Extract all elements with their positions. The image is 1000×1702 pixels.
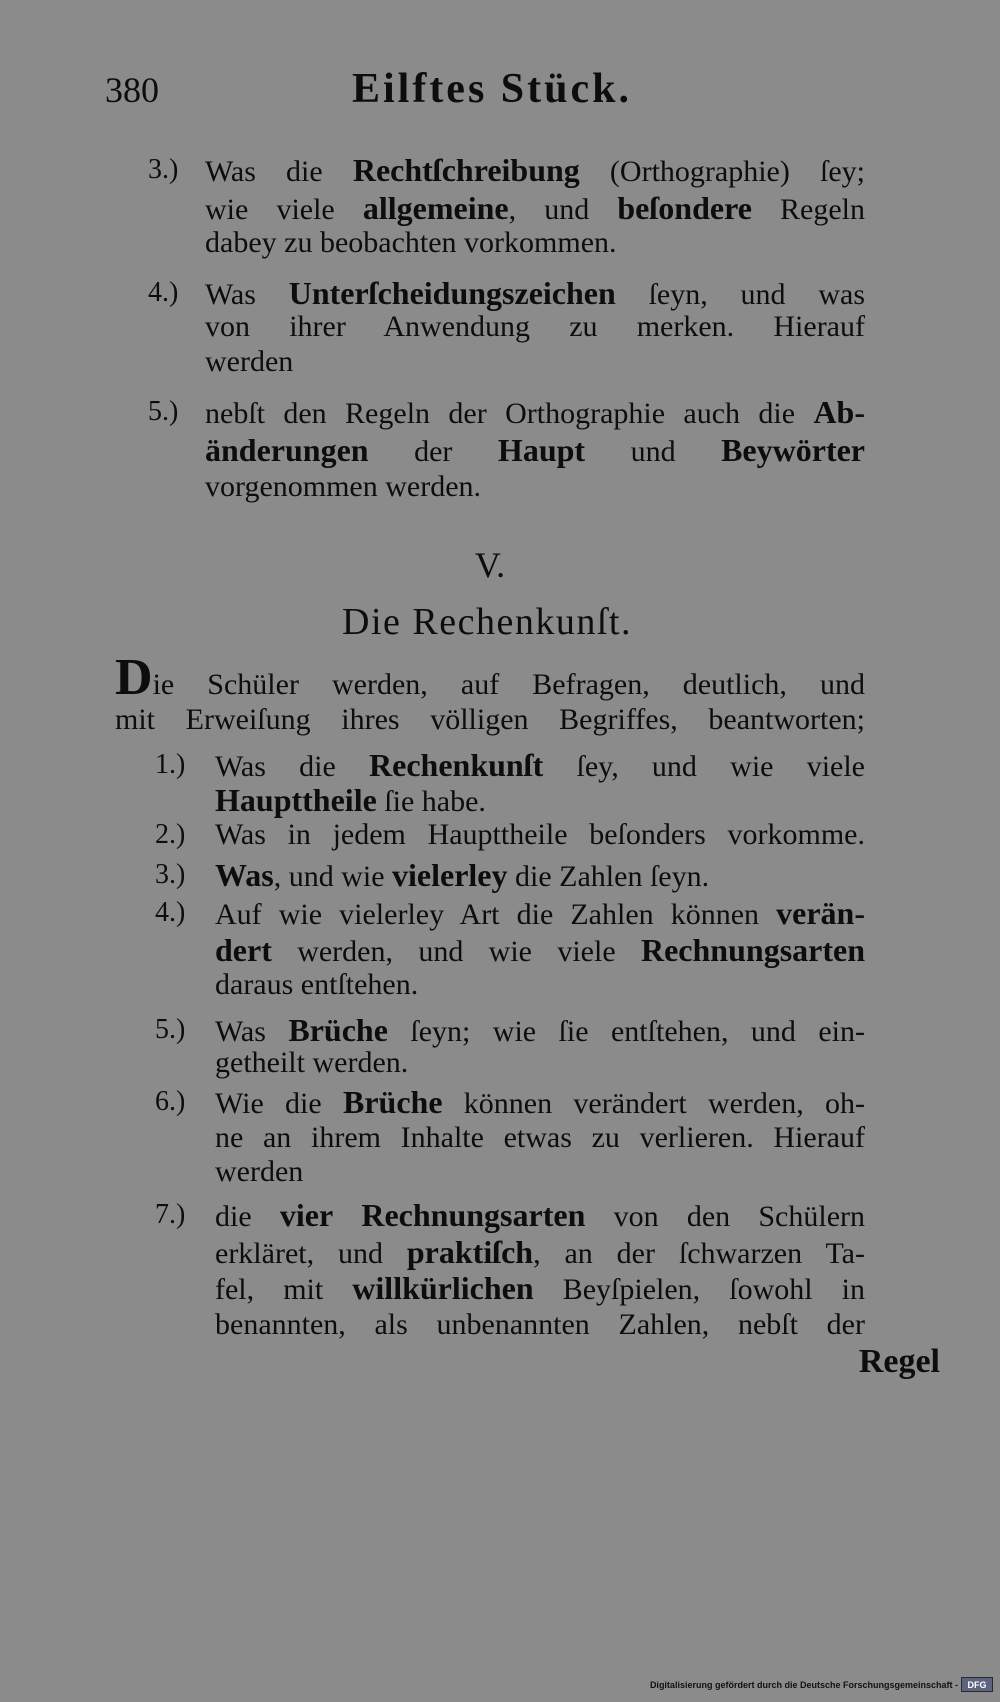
text-segment: benannten, als unbenannten Zahlen, nebſt der bbox=[215, 1308, 865, 1341]
running-title: Eilftes Stück. bbox=[351, 66, 632, 112]
text-line bbox=[148, 392, 865, 432]
text-segment: Beyſpielen, ſowohl in bbox=[533, 1273, 865, 1306]
text-line bbox=[215, 1268, 865, 1308]
text-segment: Auf wie vielerley Art die Zahlen können bbox=[215, 898, 777, 931]
text-line bbox=[215, 965, 865, 1005]
text-segment: der bbox=[368, 435, 498, 468]
text-segment: ie Schüler werden, auf Befragen, deutlich, und bbox=[152, 668, 865, 701]
text-line bbox=[215, 1232, 865, 1272]
emphasized-word: praktiſch bbox=[406, 1234, 534, 1270]
text-segment: fel, mit bbox=[215, 1273, 353, 1306]
item-number: 2.) bbox=[155, 819, 186, 850]
text-segment: ſeyn, und was bbox=[615, 278, 865, 311]
emphasized-word: Unterſcheidungszeichen bbox=[288, 275, 616, 311]
initial-letter: D bbox=[115, 649, 153, 706]
text-segment: werden bbox=[215, 1155, 304, 1188]
item-number: 1.) bbox=[155, 749, 186, 780]
emphasized-word: Rechnungsarten bbox=[361, 1197, 586, 1233]
emphasized-word: Rechenkunſt bbox=[369, 747, 544, 783]
item-number: 5.) bbox=[155, 1014, 186, 1045]
text-line bbox=[205, 430, 865, 470]
text-line bbox=[155, 815, 865, 855]
emphasized-word: Haupttheile bbox=[215, 782, 377, 818]
text-line bbox=[115, 649, 865, 706]
text-segment: die Zahlen ſeyn. bbox=[507, 860, 710, 893]
section-title: Die Rechenkunſt. bbox=[342, 601, 632, 643]
item-number: 3.) bbox=[155, 859, 186, 890]
text-line bbox=[155, 1195, 865, 1235]
text-segment: vorgenommen werden. bbox=[205, 470, 482, 503]
text-segment: ſie habe. bbox=[376, 785, 486, 818]
item-number: 4.) bbox=[155, 897, 186, 928]
item-number: 6.) bbox=[155, 1086, 186, 1117]
text-segment: erkläret, und bbox=[215, 1237, 407, 1270]
text-segment: Was die bbox=[205, 155, 353, 188]
text-segment: wie viele bbox=[205, 193, 363, 226]
catchword: Regel bbox=[858, 1343, 940, 1380]
text-segment: Wie die bbox=[215, 1087, 343, 1120]
text-line bbox=[205, 223, 865, 263]
text-line bbox=[155, 893, 865, 933]
dfg-logo: DFG bbox=[961, 1677, 993, 1692]
text-line bbox=[215, 930, 865, 970]
text-segment: dabey zu beobachten vorkommen. bbox=[205, 226, 617, 259]
text-line bbox=[155, 1082, 865, 1122]
item-number: 4.) bbox=[148, 277, 179, 308]
text-segment: Was die bbox=[215, 750, 370, 783]
text-line bbox=[215, 1152, 865, 1192]
item-number: 5.) bbox=[148, 396, 179, 427]
text-line bbox=[215, 1043, 865, 1083]
emphasized-word: beſondere bbox=[617, 190, 752, 226]
text-segment: , und wie bbox=[273, 860, 393, 893]
text-segment: getheilt werden. bbox=[215, 1046, 409, 1079]
text-line bbox=[215, 1305, 865, 1345]
emphasized-word: Ab- bbox=[813, 394, 865, 430]
emphasized-word: Beywörter bbox=[721, 432, 865, 468]
text-line bbox=[155, 745, 865, 785]
text-segment: können verändert werden, oh- bbox=[442, 1087, 865, 1120]
emphasized-word: vier bbox=[279, 1197, 362, 1233]
text-line bbox=[148, 150, 865, 190]
emphasized-word: änderungen bbox=[205, 432, 369, 468]
item-number: 7.) bbox=[155, 1199, 186, 1230]
text-segment: werden bbox=[205, 345, 294, 378]
text-segment: die bbox=[215, 1200, 280, 1233]
text-segment: Was bbox=[205, 278, 289, 311]
text-segment: nebſt den Regeln der Orthographie auch die bbox=[205, 397, 814, 430]
text-segment: ne an ihrem Inhalte etwas zu verlieren. Hierauf bbox=[215, 1121, 865, 1154]
text-line bbox=[115, 700, 865, 740]
text-segment: von ihrer Anwendung zu merken. Hierauf bbox=[205, 310, 865, 343]
emphasized-word: allgemeine bbox=[362, 190, 509, 226]
text-line bbox=[155, 855, 865, 895]
text-segment: und bbox=[585, 435, 722, 468]
digitization-credit: Digitalisierung gefördert durch die Deutsche Forschungsgemeinschaft - bbox=[649, 1680, 958, 1690]
emphasized-word: Rechnungsarten bbox=[640, 932, 865, 968]
emphasized-word: Rechtſchreibung bbox=[352, 152, 580, 188]
text-segment: mit Erweiſung ihres völligen Begriffes, beantworten; bbox=[115, 703, 865, 736]
text-segment: , an der ſchwarzen Ta- bbox=[533, 1237, 865, 1270]
emphasized-word: willkürlichen bbox=[352, 1270, 534, 1306]
text-line bbox=[215, 780, 865, 820]
emphasized-word: Brüche bbox=[288, 1012, 388, 1048]
text-line bbox=[205, 342, 865, 382]
emphasized-word: dert bbox=[215, 932, 272, 968]
text-segment: daraus entſtehen. bbox=[215, 968, 419, 1001]
text-segment: , und bbox=[508, 193, 618, 226]
emphasized-word: vielerley bbox=[392, 857, 508, 893]
emphasized-word: verän- bbox=[776, 895, 865, 931]
text-segment: Was in jedem Haupttheile beſonders vorkomme. bbox=[215, 818, 865, 851]
text-segment: Was bbox=[215, 1015, 289, 1048]
text-line bbox=[205, 467, 865, 507]
text-segment: (Orthographie) ſey; bbox=[579, 155, 865, 188]
emphasized-word: Haupt bbox=[497, 432, 586, 468]
emphasized-word: Brüche bbox=[342, 1084, 443, 1120]
text-segment: Regeln bbox=[751, 193, 865, 226]
text-line bbox=[205, 307, 865, 347]
text-segment: von den Schülern bbox=[585, 1200, 865, 1233]
text-segment: ſey, und wie viele bbox=[543, 750, 865, 783]
page-number: 380 bbox=[105, 70, 159, 110]
text-line bbox=[205, 188, 865, 228]
section-numeral: V. bbox=[474, 545, 506, 585]
text-segment: werden, und wie viele bbox=[271, 935, 641, 968]
item-number: 3.) bbox=[148, 154, 179, 185]
emphasized-word: Was bbox=[215, 857, 274, 893]
text-segment: ſeyn; wie ſie entſtehen, und ein- bbox=[387, 1015, 865, 1048]
